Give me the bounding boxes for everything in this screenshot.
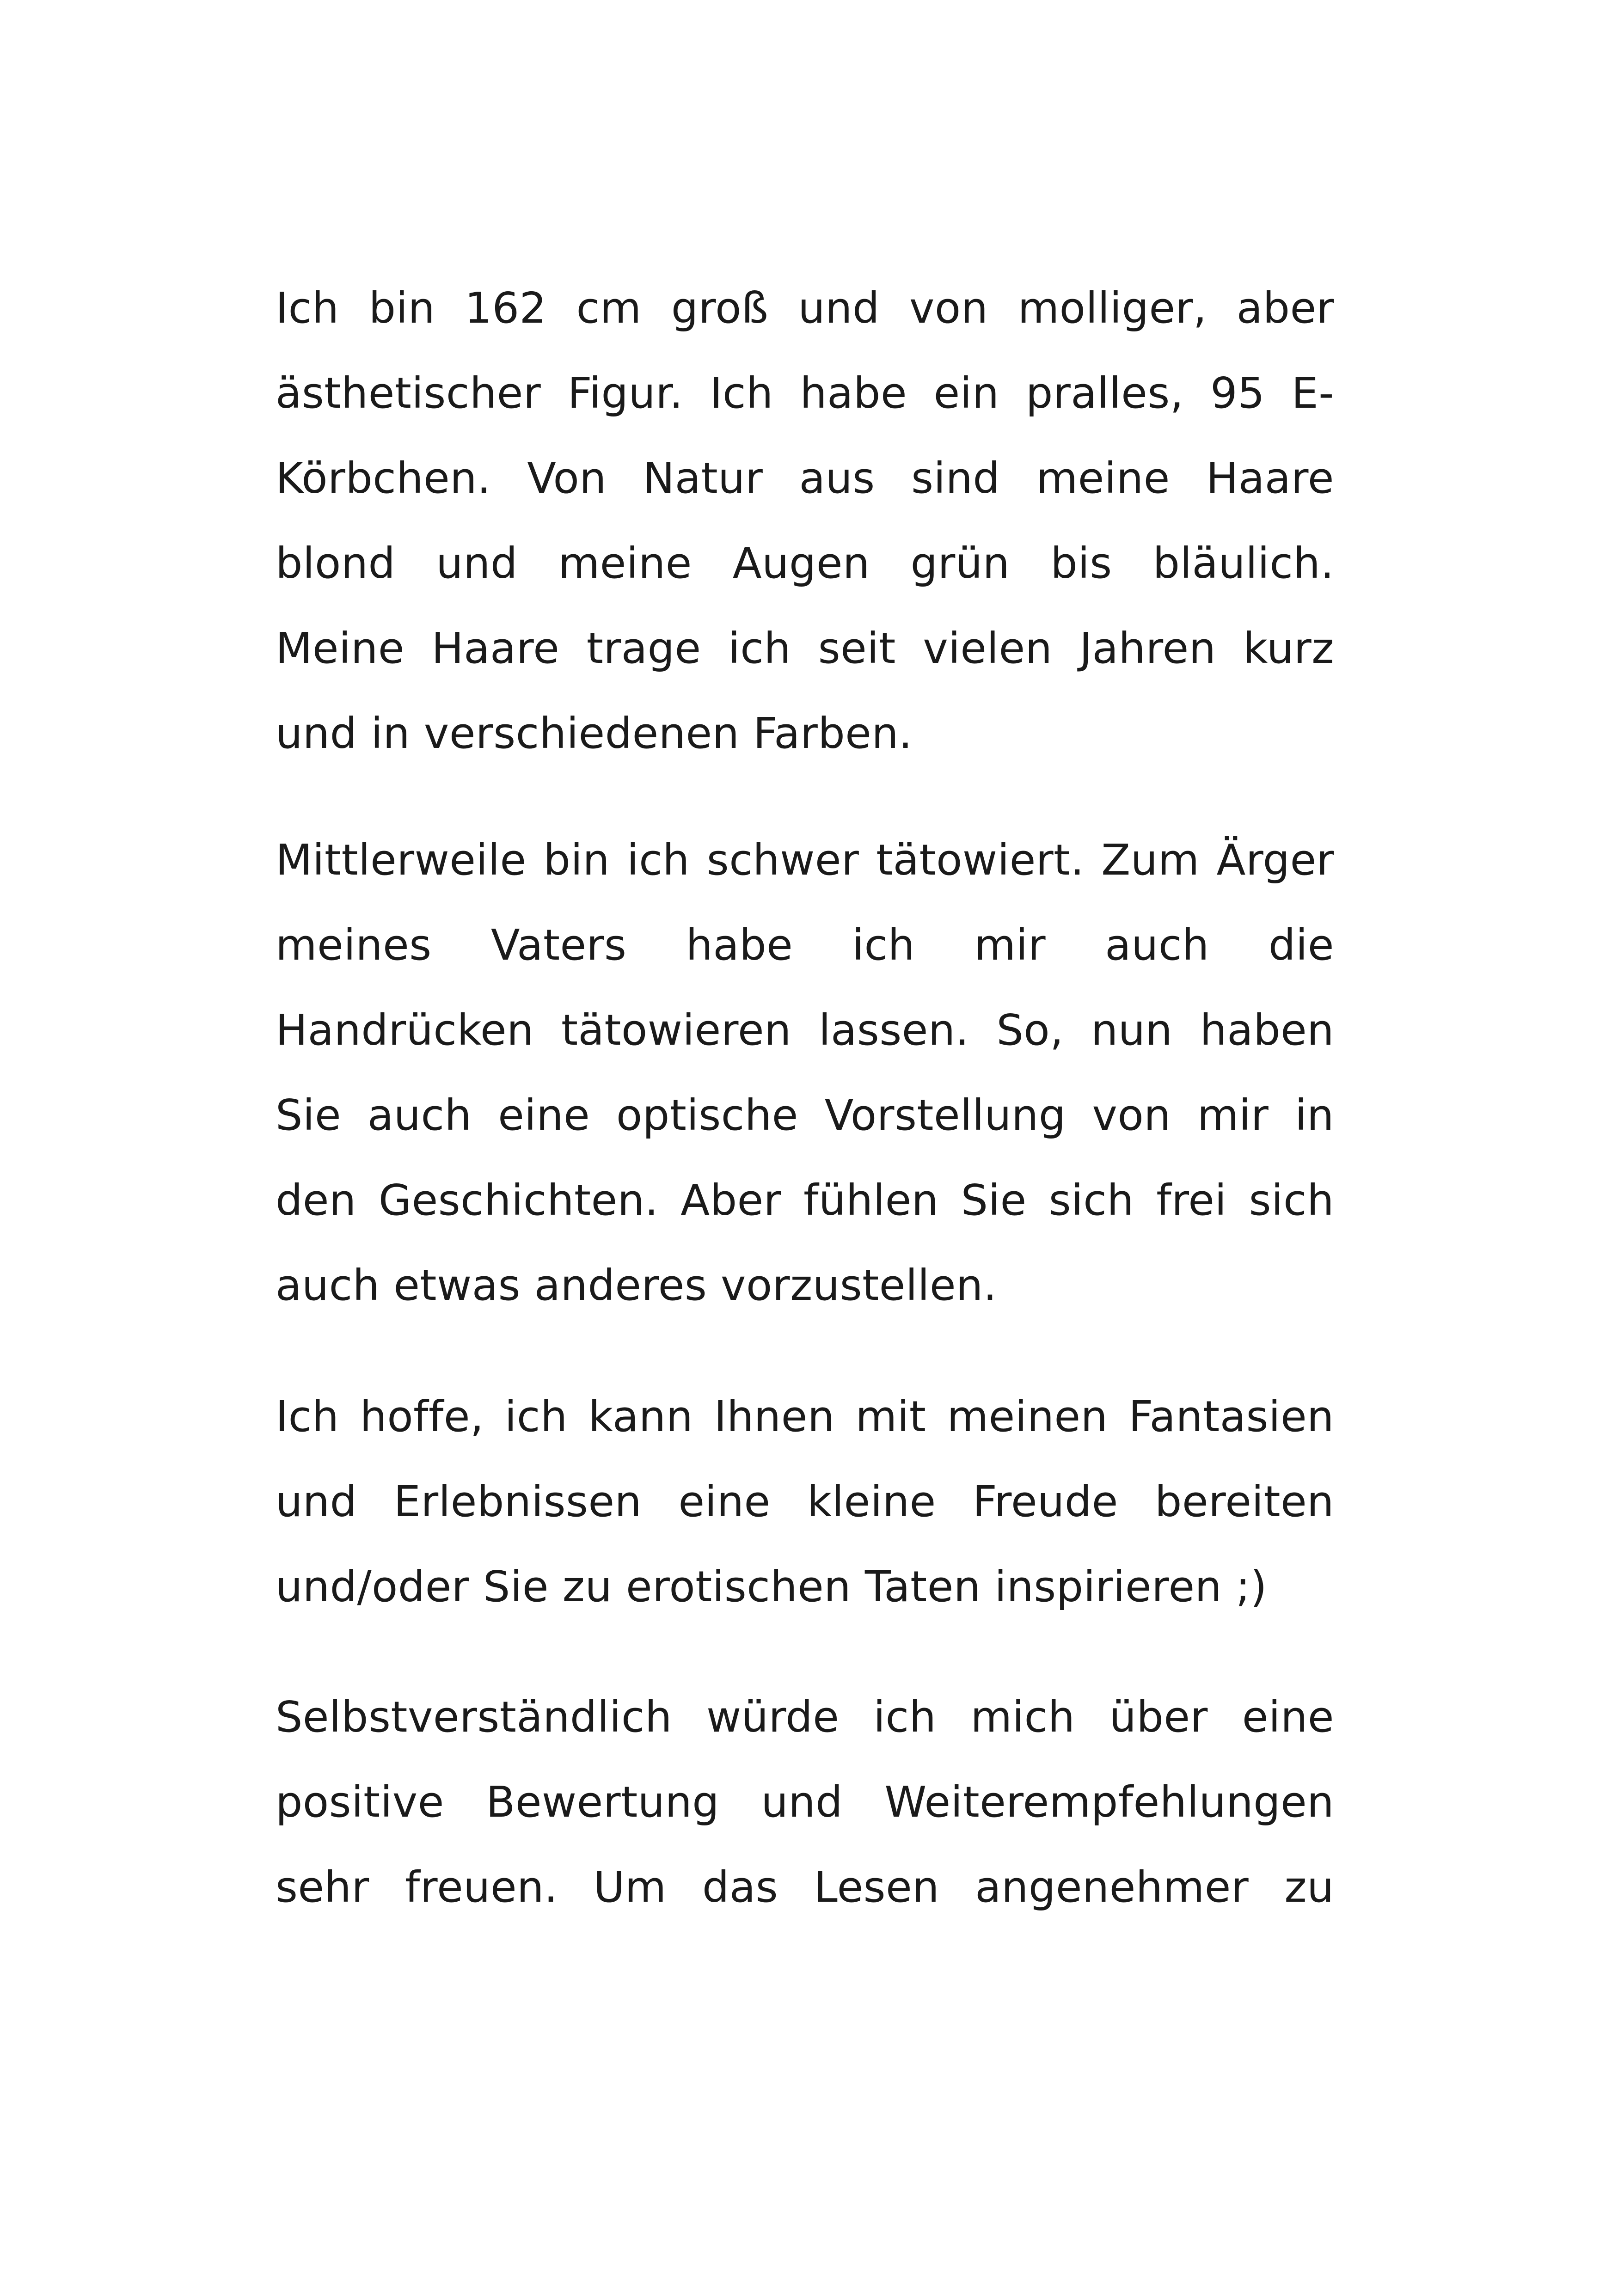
paragraph-review bbox=[276, 1675, 1334, 1930]
paragraph-spacer bbox=[276, 776, 1334, 818]
text-line: den Geschichten. Aber fühlen Sie sich frei sich bbox=[276, 1176, 1334, 1225]
text-line: und in verschiedenen Farben. bbox=[276, 709, 913, 758]
text-line: Mittlerweile bin ich schwer tätowiert. Zum Ärger bbox=[276, 835, 1334, 885]
paragraph-spacer bbox=[276, 1328, 1334, 1374]
paragraph-tattoos bbox=[276, 818, 1334, 1328]
body-text bbox=[276, 266, 1334, 1930]
text-line: meines Vaters habe ich mir auch die bbox=[276, 920, 1334, 970]
text-line: und/oder Sie zu erotischen Taten inspirieren ;) bbox=[276, 1562, 1267, 1611]
paragraph-spacer bbox=[276, 1629, 1334, 1675]
text-line: auch etwas anderes vorzustellen. bbox=[276, 1261, 997, 1310]
text-line: Ich hoffe, ich kann Ihnen mit meinen Fantasien bbox=[276, 1392, 1334, 1441]
text-line: sehr freuen. Um das Lesen angenehmer zu bbox=[276, 1862, 1334, 1912]
text-line: Selbstverständlich würde ich mich über eine bbox=[276, 1692, 1334, 1742]
paragraph-hope bbox=[276, 1374, 1334, 1629]
text-line: ästhetischer Figur. Ich habe ein pralles, 95 E- bbox=[276, 368, 1334, 418]
text-line: blond und meine Augen grün bis bläulich. bbox=[276, 539, 1334, 588]
paragraph-appearance bbox=[276, 266, 1334, 776]
text-line: Ich bin 162 cm groß und von molliger, aber bbox=[276, 283, 1334, 333]
text-line: Sie auch eine optische Vorstellung von mir in bbox=[276, 1090, 1334, 1140]
text-line: Handrücken tätowieren lassen. So, nun haben bbox=[276, 1005, 1334, 1055]
text-line: Meine Haare trage ich seit vielen Jahren kurz bbox=[276, 624, 1334, 673]
text-line: positive Bewertung und Weiterempfehlungen bbox=[276, 1777, 1334, 1827]
text-line: Körbchen. Von Natur aus sind meine Haare bbox=[276, 453, 1334, 503]
text-line: und Erlebnissen eine kleine Freude bereiten bbox=[276, 1477, 1334, 1526]
